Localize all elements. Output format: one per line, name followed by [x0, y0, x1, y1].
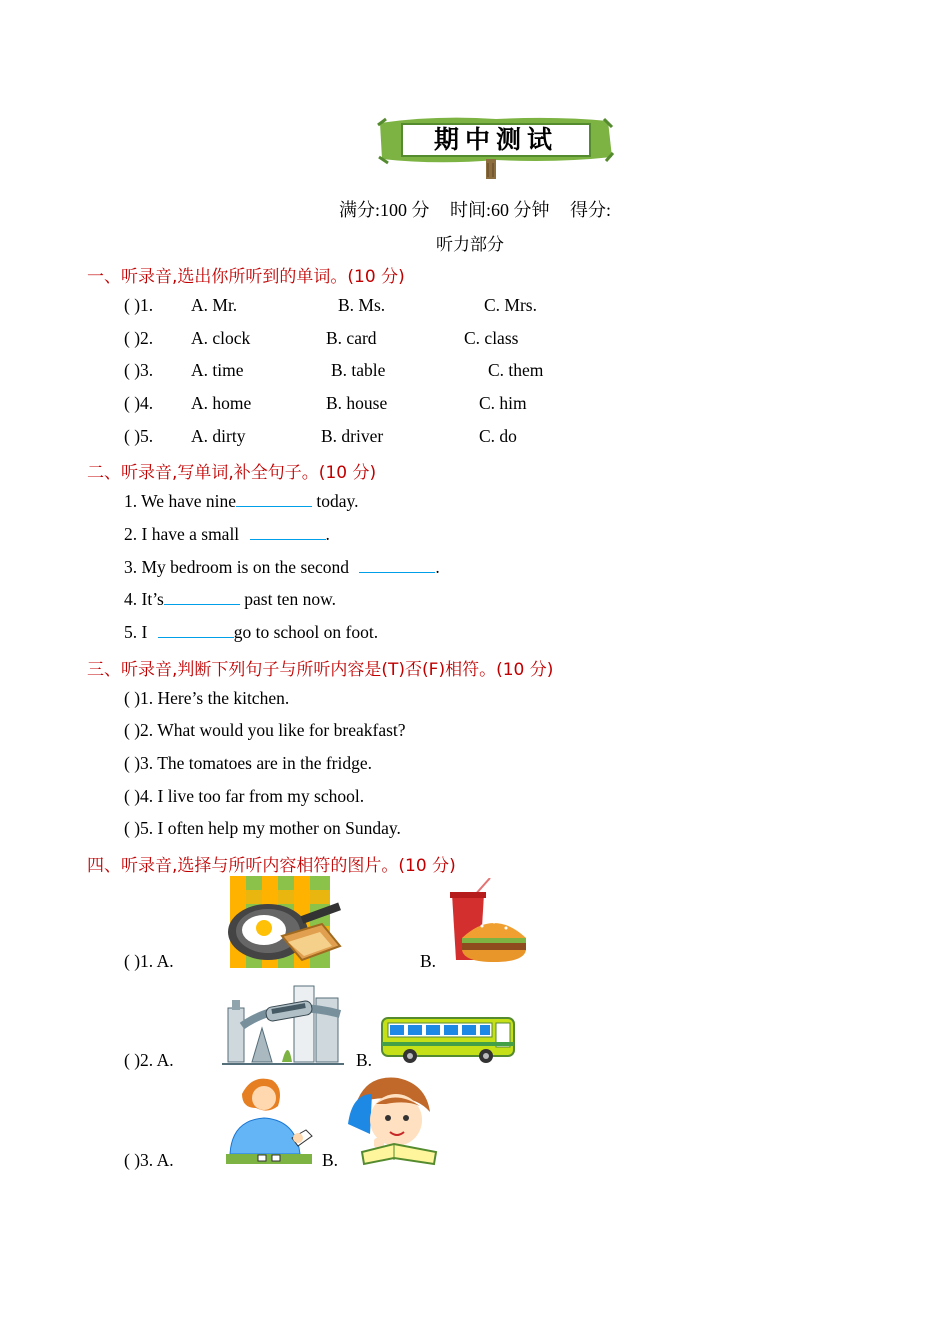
- answer-blank[interactable]: [164, 590, 240, 605]
- s1-item-1-a: A. Mr.: [191, 295, 238, 315]
- s1-item-3-a: A. time: [191, 360, 244, 380]
- s1-item-5-prefix: ( )5.: [124, 426, 154, 446]
- s4-item-2-prefix: ( )2. A.: [124, 1050, 174, 1070]
- s1-item-3-prefix: ( )3.: [124, 360, 154, 380]
- s1-item-1-c: C. Mrs.: [484, 295, 537, 315]
- time-limit: 时间:60 分钟: [449, 200, 550, 220]
- s1-item-3-c: C. them: [488, 360, 544, 380]
- bus-image: [380, 1014, 518, 1066]
- part-title: 听力部分: [436, 235, 504, 255]
- s3-item-1: ( )1. Here’s the kitchen.: [124, 688, 290, 708]
- title-banner: [376, 113, 614, 181]
- s4-item-3-b: B.: [322, 1150, 339, 1170]
- s2-item-5: [124, 622, 378, 643]
- answer-blank[interactable]: [359, 558, 435, 573]
- answer-blank[interactable]: [250, 525, 326, 540]
- s1-item-1-b: B. Ms.: [338, 295, 386, 315]
- s2-item-4: [124, 589, 336, 610]
- s4-item-1-prefix: ( )1. A.: [124, 951, 174, 971]
- s1-item-2-prefix: ( )2.: [124, 328, 154, 348]
- s2-item-3: [124, 557, 440, 578]
- s2-item-5-after: go to school on foot.: [233, 622, 379, 642]
- s1-item-4-b: B. house: [326, 393, 388, 413]
- s1-item-4-a: A. home: [191, 393, 252, 413]
- s1-item-1-prefix: ( )1.: [124, 295, 154, 315]
- s1-item-2-b: B. card: [326, 328, 377, 348]
- monorail-city-image: [222, 978, 344, 1068]
- s4-item-3-prefix: ( )3. A.: [124, 1150, 174, 1170]
- s3-item-3: ( )3. The tomatoes are in the fridge.: [124, 753, 372, 773]
- section2-heading: 二、听录音,写单词,补全句子。(10 分): [87, 463, 377, 483]
- s2-item-4-after: past ten now.: [239, 589, 336, 609]
- s1-item-4-prefix: ( )4.: [124, 393, 154, 413]
- exam-meta: [0, 196, 950, 222]
- s2-item-2: [124, 524, 330, 545]
- s2-item-3-after: .: [435, 557, 440, 577]
- page-title: 期中测试: [433, 125, 558, 154]
- s2-item-4-before: 4. It’s: [124, 589, 164, 609]
- s1-item-2-c: C. class: [464, 328, 519, 348]
- s3-item-2: ( )2. What would you like for breakfast?: [124, 720, 406, 740]
- s1-item-5-b: B. driver: [321, 426, 384, 446]
- woman-playing-cards-image: [222, 1074, 316, 1166]
- score-field: 得分:: [570, 200, 612, 220]
- s4-item-1-b: B.: [420, 951, 437, 971]
- s1-item-5-c: C. do: [479, 426, 517, 446]
- s1-item-4-c: C. him: [479, 393, 527, 413]
- breakfast-egg-bread-image: [222, 876, 346, 968]
- burger-and-drink-image: [448, 878, 528, 966]
- section1-heading: 一、听录音,选出你所听到的单词。(10 分): [87, 267, 405, 287]
- s2-item-1-after: today.: [311, 491, 359, 511]
- s2-item-2-after: .: [325, 524, 330, 544]
- s3-item-5: ( )5. I often help my mother on Sunday.: [124, 818, 401, 838]
- s1-item-5-a: A. dirty: [191, 426, 246, 446]
- s1-item-3-b: B. table: [331, 360, 386, 380]
- section4-heading: 四、听录音,选择与所听内容相符的图片。(10 分): [87, 856, 456, 876]
- s4-item-2-b: B.: [356, 1050, 373, 1070]
- girl-reading-book-image: [346, 1074, 440, 1166]
- s2-item-5-before: 5. I: [124, 622, 152, 642]
- s2-item-2-before: 2. I have a small: [124, 524, 244, 544]
- s3-item-4: ( )4. I live too far from my school.: [124, 786, 365, 806]
- section3-heading: 三、听录音,判断下列句子与所听内容是(T)否(F)相符。(10 分): [87, 660, 554, 680]
- answer-blank[interactable]: [236, 492, 312, 507]
- answer-blank[interactable]: [158, 623, 234, 638]
- s2-item-3-before: 3. My bedroom is on the second: [124, 557, 354, 577]
- s1-item-2-a: A. clock: [191, 328, 251, 348]
- full-score: 满分:100 分: [338, 200, 430, 220]
- s2-item-1-before: 1. We have nine: [124, 491, 236, 511]
- s2-item-1: [124, 491, 358, 512]
